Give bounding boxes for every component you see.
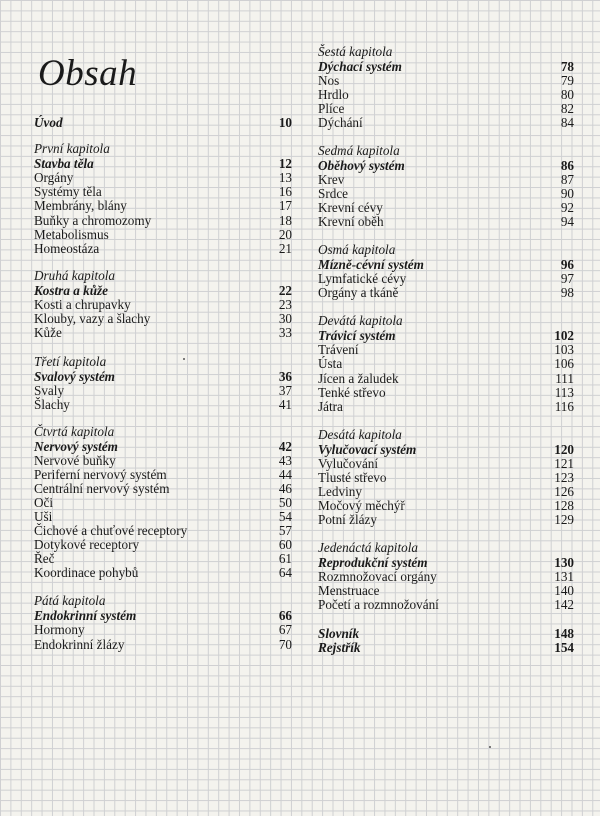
toc-entry-systemy-tela (34, 185, 292, 199)
page-number: 113 (554, 385, 574, 400)
entry-title: Hrdlo (318, 87, 349, 102)
chapter-label: Sedmá kapitola (318, 143, 400, 158)
entry-title: Šlachy (34, 397, 70, 412)
page-number: 142 (554, 597, 574, 612)
page-number: 33 (278, 325, 292, 340)
entry-title: Játra (318, 399, 343, 414)
entry-title: Membrány, blány (34, 198, 127, 213)
entry-title: Stavba těla (34, 156, 94, 171)
toc-entry-ledviny (318, 485, 574, 499)
toc-entry-membrany-blany (34, 199, 292, 213)
page-number: 18 (278, 213, 292, 228)
entry-title: Nervový systém (34, 439, 118, 454)
page-number: 86 (560, 158, 574, 173)
page-number: 121 (554, 456, 574, 471)
toc-entry-organy-a-tkane (318, 286, 574, 300)
page-number: 98 (560, 285, 574, 300)
entry-title: Centrální nervový systém (34, 481, 170, 496)
entry-title: Kůže (34, 325, 62, 340)
page-number: 66 (278, 608, 292, 623)
toc-entry-kosti-a-chrupavky (34, 298, 292, 312)
entry-title: Řeč (34, 551, 55, 566)
entry-title: Vylučování (318, 456, 379, 471)
section-entry-uvod (34, 116, 292, 130)
toc-entry-tluste-strevo (318, 471, 574, 485)
toc-entry-endokrinni-zlazy (34, 638, 292, 652)
toc-entry-klouby-vazy-a-slachy (34, 312, 292, 326)
page-number: 116 (554, 399, 574, 414)
toc-entry-jatra (318, 400, 574, 414)
toc-entry-hrdlo (318, 88, 574, 102)
page-number: 10 (278, 115, 292, 130)
entry-title: Tenké střevo (318, 385, 386, 400)
entry-title: Metabolismus (34, 227, 109, 242)
toc-entry-poceti-a-rozmnozovani (318, 598, 574, 612)
entry-title: Dýchání (318, 115, 363, 130)
page-number: 106 (554, 356, 574, 371)
page-number: 17 (278, 198, 292, 213)
chapter-label: Osmá kapitola (318, 242, 396, 257)
toc-entry-krevni-cevy (318, 201, 574, 215)
page-number: 80 (560, 87, 574, 102)
entry-title: Srdce (318, 186, 349, 201)
page-number: 20 (278, 227, 292, 242)
section-entry-dychaci-system (318, 60, 574, 74)
page-number: 16 (278, 184, 292, 199)
page-number: 148 (554, 626, 574, 641)
toc-entry-tenke-strevo (318, 386, 574, 400)
page-number: 78 (560, 59, 574, 74)
entry-title: Periferní nervový systém (34, 467, 167, 482)
toc-entry-organy (34, 171, 292, 185)
entry-title: Dýchací systém (318, 59, 402, 74)
chapter-label: Jedenáctá kapitola (318, 540, 418, 555)
entry-title: Mízně-cévní systém (318, 257, 424, 272)
page-number: 12 (278, 156, 292, 171)
toc-entry-cichove-a-chutove-receptory (34, 524, 292, 538)
entry-title: Trávení (318, 342, 359, 357)
chapter-label: První kapitola (34, 141, 110, 156)
toc-entry-homeostaza (34, 242, 292, 256)
entry-title: Svaly (34, 383, 65, 398)
page-number: 140 (554, 583, 574, 598)
page-number: 92 (560, 200, 574, 215)
entry-title: Orgány (34, 170, 74, 185)
entry-title: Uši (34, 509, 53, 524)
toc-entry-traveni (318, 343, 574, 357)
page-number: 70 (278, 637, 292, 652)
entry-title: Vylučovací systém (318, 442, 417, 457)
entry-title: Hormony (34, 622, 85, 637)
entry-title: Krev (318, 172, 345, 187)
section-entry-reprodukcni-system (318, 556, 574, 570)
entry-title: Čichové a chuťové receptory (34, 523, 188, 538)
toc-entry-srdce (318, 187, 574, 201)
page-number: 21 (278, 241, 292, 256)
entry-title: Orgány a tkáně (318, 285, 399, 300)
entry-title: Ledviny (318, 484, 362, 499)
section-entry-rejstrik (318, 641, 574, 655)
entry-title: Slovník (318, 626, 360, 641)
toc-entry-rozmnozovaci-organy (318, 570, 574, 584)
section-entry-travici-system (318, 329, 574, 343)
toc-entry-nervove-bunky (34, 454, 292, 468)
chapter-label: Desátá kapitola (318, 427, 402, 442)
toc-entry-vylucovani (318, 457, 574, 471)
entry-title: Svalový systém (34, 369, 115, 384)
page-number: 87 (560, 172, 574, 187)
page-number: 50 (278, 495, 292, 510)
page-number: 30 (278, 311, 292, 326)
toc-entry-oci (34, 496, 292, 510)
section-entry-endokrinni-system (34, 609, 292, 623)
entry-title: Krevní oběh (318, 214, 384, 229)
page-number: 79 (560, 73, 574, 88)
page-number: 111 (555, 371, 574, 386)
page-number: 54 (278, 509, 292, 524)
entry-title: Systémy těla (34, 184, 102, 199)
toc-entry-bunky-a-chromozomy (34, 214, 292, 228)
section-entry-obehovy-system (318, 159, 574, 173)
toc-entry-koordinace-pohybu (34, 566, 292, 580)
page-number: 44 (278, 467, 292, 482)
section-entry-slovnik (318, 627, 574, 641)
toc-entry-usta (318, 357, 574, 371)
toc-entry-jicen-a-zaludek (318, 372, 574, 386)
chapter-label: Čtvrtá kapitola (34, 424, 115, 439)
toc-entry-hormony (34, 623, 292, 637)
page-number: 120 (554, 442, 574, 457)
toc-entry-svaly (34, 384, 292, 398)
toc-entry-rec (34, 552, 292, 566)
page-number: 123 (554, 470, 574, 485)
toc-entry-dychani (318, 116, 574, 130)
page-number: 96 (560, 257, 574, 272)
chapter-label: Devátá kapitola (318, 313, 403, 328)
page-number: 126 (554, 484, 574, 499)
page-number: 46 (278, 481, 292, 496)
page-number: 60 (278, 537, 292, 552)
toc-entry-usi (34, 510, 292, 524)
page-number: 57 (278, 523, 292, 538)
toc-entry-lymfaticke-cevy (318, 272, 574, 286)
toc-entry-plice (318, 102, 574, 116)
entry-title: Úvod (34, 115, 63, 130)
section-entry-svalovy-system (34, 370, 292, 384)
page-number: 154 (554, 640, 574, 655)
entry-title: Dotykové receptory (34, 537, 140, 552)
toc-entry-potni-zlazy (318, 513, 574, 527)
section-entry-mizne-cevni-system (318, 258, 574, 272)
entry-title: Početí a rozmnožování (318, 597, 439, 612)
toc-entry-nos (318, 74, 574, 88)
entry-title: Tlusté střevo (318, 470, 387, 485)
toc-entry-krevni-obeh (318, 215, 574, 229)
entry-title: Oči (34, 495, 54, 510)
entry-title: Trávicí systém (318, 328, 396, 343)
chapter-label: Šestá kapitola (318, 44, 393, 59)
page-number: 90 (560, 186, 574, 201)
page-number: 13 (278, 170, 292, 185)
entry-title: Krevní cévy (318, 200, 383, 215)
entry-title: Endokrinní systém (34, 608, 137, 623)
toc-entry-centralni-nervovy-system (34, 482, 292, 496)
page-number: 41 (278, 397, 292, 412)
page-number: 84 (560, 115, 574, 130)
speck (183, 358, 185, 360)
entry-title: Nervové buňky (34, 453, 116, 468)
entry-title: Kostra a kůže (34, 283, 109, 298)
section-entry-nervovy-system (34, 440, 292, 454)
chapter-label: Třetí kapitola (34, 354, 107, 369)
toc-entry-periferni-nervovy-system (34, 468, 292, 482)
page-number: 67 (278, 622, 292, 637)
entry-title: Koordinace pohybů (34, 565, 139, 580)
entry-title: Rejstřík (318, 640, 361, 655)
entry-title: Plíce (318, 101, 345, 116)
toc-entry-slachy (34, 398, 292, 412)
entry-title: Lymfatické cévy (318, 271, 407, 286)
entry-title: Nos (318, 73, 340, 88)
page-number: 131 (554, 569, 574, 584)
page-number: 43 (278, 453, 292, 468)
page-number: 128 (554, 498, 574, 513)
toc-entry-dotykove-receptory (34, 538, 292, 552)
page-number: 64 (278, 565, 292, 580)
toc-entry-metabolismus (34, 228, 292, 242)
entry-title: Ústa (318, 356, 343, 371)
toc-entry-kuze (34, 326, 292, 340)
page-number: 82 (560, 101, 574, 116)
page-number: 42 (278, 439, 292, 454)
entry-title: Potní žlázy (318, 512, 377, 527)
toc-entry-mocovy-mechyr (318, 499, 574, 513)
entry-title: Klouby, vazy a šlachy (34, 311, 151, 326)
section-entry-stavba-tela (34, 157, 292, 171)
page-number: 102 (554, 328, 574, 343)
page-number: 22 (278, 283, 292, 298)
chapter-label: Druhá kapitola (34, 268, 115, 283)
page-number: 97 (560, 271, 574, 286)
entry-title: Homeostáza (34, 241, 100, 256)
toc-entry-menstruace (318, 584, 574, 598)
page-number: 130 (554, 555, 574, 570)
toc-entry-krev (318, 173, 574, 187)
entry-title: Oběhový systém (318, 158, 405, 173)
speck (489, 746, 491, 748)
page-number: 129 (554, 512, 574, 527)
page-title: Obsah (38, 53, 138, 94)
entry-title: Močový měchýř (318, 498, 405, 513)
entry-title: Rozmnožovací orgány (318, 569, 437, 584)
chapter-label: Pátá kapitola (34, 593, 106, 608)
entry-title: Buňky a chromozomy (34, 213, 152, 228)
page-number: 37 (278, 383, 292, 398)
entry-title: Menstruace (318, 583, 380, 598)
page-number: 94 (560, 214, 574, 229)
section-entry-vylucovaci-system (318, 443, 574, 457)
page-number: 23 (278, 297, 292, 312)
entry-title: Jícen a žaludek (318, 371, 399, 386)
page-number: 103 (554, 342, 574, 357)
entry-title: Endokrinní žlázy (34, 637, 125, 652)
entry-title: Kosti a chrupavky (34, 297, 131, 312)
entry-title: Reprodukční systém (318, 555, 428, 570)
page-number: 61 (278, 551, 292, 566)
page-number: 36 (278, 369, 292, 384)
section-entry-kostra-a-kuze (34, 284, 292, 298)
